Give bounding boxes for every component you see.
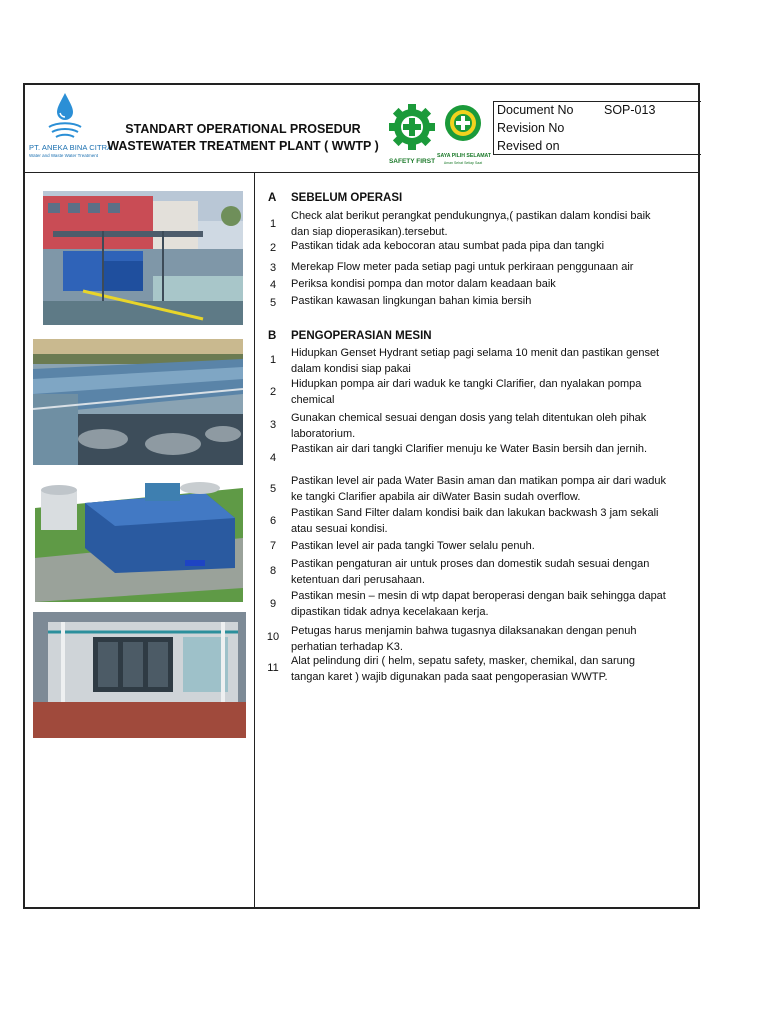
section-a-item-number: 1: [269, 218, 277, 230]
section-b-item-text: Hidupkan Genset Hydrant setiap pagi selama 10 menit dan pastikan genset: [291, 347, 660, 359]
plant-photo-1-image: [43, 191, 243, 325]
section-b-item-number: 3: [269, 419, 277, 431]
section-a-item-number: 5: [269, 297, 277, 309]
section-b-item-text: Petugas harus menjamin bahwa tugasnya dilaksanakan dengan penuh: [291, 625, 637, 637]
section-b-item-text: chemical: [291, 394, 335, 406]
section-b-item-text: Pastikan air dari tangki Clarifier menuju ke Water Basin bersih dan jernih.: [291, 443, 648, 455]
saya-pilih-selamat-emblem: [437, 103, 492, 165]
plant-photo-4-image: [33, 612, 246, 738]
section-b-item-text: ketentuan dari perusahaan.: [291, 574, 425, 586]
section-b-item-text: Hidupkan pompa air dari waduk ke tangki Clarifier, dan nyalakan pompa: [291, 378, 642, 390]
section-b-item-text: dalam kondisi siap pakai: [291, 363, 411, 375]
section-b-item-text: Pastikan Sand Filter dalam kondisi baik dan lakukan backwash 3 jam sekali: [291, 507, 659, 519]
document-title: [103, 121, 383, 155]
section-a-title: SEBELUM OPERASI: [291, 192, 403, 204]
sop-document-frame: [23, 83, 700, 909]
section-b-item-text: atau sesuai kondisi.: [291, 523, 388, 535]
title-line-1: STANDART OPERATIONAL PROSEDUR: [125, 122, 361, 136]
section-a-item-text: dan siap dioperasikan).tersebut.: [291, 226, 448, 238]
section-a-item-number: 2: [269, 242, 277, 254]
document-no-label: Document No: [497, 103, 574, 117]
section-b-item-number: 8: [269, 565, 277, 577]
safety-first-caption: SAFETY FIRST: [388, 158, 436, 165]
section-b-item-text: Gunakan chemical sesuai dengan dosis yang telah ditentukan oleh pihak: [291, 412, 647, 424]
company-tagline: Water and Waste Water Treatment: [29, 153, 99, 158]
section-b-title: PENGOPERASIAN MESIN: [291, 330, 432, 342]
section-b-item-text: Pastikan pengaturan air untuk proses dan domestik sudah sesuai dengan: [291, 558, 650, 570]
section-b-item-text: dipastikan tidak adnya kecelakaan kerja.: [291, 606, 489, 618]
plant-photo-outdoor-pumps: [43, 191, 243, 325]
title-line-2: WASTEWATER TREATMENT PLANT ( WWTP ): [107, 139, 379, 153]
section-a-item-text: Pastikan tidak ada kebocoran atau sumbat pada pipa dan tangki: [291, 240, 605, 252]
section-a-item-text: Pastikan kawasan lingkungan bahan kimia bersih: [291, 295, 532, 307]
section-b-item-number: 2: [269, 386, 277, 398]
document-no-value: SOP-013: [604, 103, 656, 117]
section-a-item-text: Check alat berikut perangkat pendukungnya,( pastikan dalam kondisi baik: [291, 210, 651, 222]
water-drop-logo-icon: [47, 91, 83, 141]
section-a-item-number: 4: [269, 279, 277, 291]
header-divider: [25, 172, 698, 173]
section-a-letter: A: [268, 192, 277, 204]
section-b-item-text: Pastikan level air pada tangki Tower selalu penuh.: [291, 540, 535, 552]
section-b-item-number: 10: [266, 631, 280, 643]
section-b-item-text: ke tangki Clarifier apabila air diWater Basin sudah overflow.: [291, 491, 581, 503]
column-divider: [254, 173, 255, 907]
plant-photo-3d-render: [35, 478, 243, 602]
section-b-item-text: perhatian terhadap K3.: [291, 641, 403, 653]
section-a-item-text: Merekap Flow meter pada setiap pagi untuk perkiraan penggunaan air: [291, 261, 634, 273]
section-b-item-number: 6: [269, 515, 277, 527]
section-a-item-number: 3: [269, 262, 277, 274]
company-name: PT. ANEKA BINA CITRA: [29, 143, 113, 152]
section-b-item-text: tangan karet ) wajib digunakan pada saat pengoperasian WWTP.: [291, 671, 608, 683]
plant-photo-filter-unit: [33, 612, 246, 738]
section-b-item-text: laboratorium.: [291, 428, 356, 440]
company-logo: [29, 91, 113, 161]
section-b-item-number: 1: [269, 354, 277, 366]
section-b-item-number: 11: [267, 662, 279, 674]
section-a-item-text: Periksa kondisi pompa dan motor dalam keadaan baik: [291, 278, 556, 290]
section-b-item-number: 5: [269, 483, 277, 495]
section-b-letter: B: [268, 330, 277, 342]
section-b-item-number: 4: [269, 452, 277, 464]
safety-gear-cross-icon: [387, 103, 437, 155]
section-b-item-text: Pastikan level air pada Water Basin aman dan matikan pompa air dari waduk: [291, 475, 667, 487]
revision-no-label: Revision No: [497, 121, 565, 135]
saya-pilih-selamat-caption: SAYA PILIH SELAMAT: [437, 153, 492, 159]
plant-photo-2-image: [33, 339, 243, 465]
section-b-item-number: 7: [269, 540, 277, 552]
section-b-item-text: Alat pelindung diri ( helm, sepatu safety, masker, chemikal, dan sarung: [291, 655, 636, 667]
saya-pilih-selamat-subcaption: Aman Sehat Setiap Saat: [443, 161, 483, 165]
section-b-item-text: Pastikan mesin – mesin di wtp dapat beroperasi dengan baik sehingga dapat: [291, 590, 666, 602]
revised-on-label: Revised on: [497, 139, 560, 153]
section-b-item-number: 9: [269, 598, 277, 610]
safety-first-emblem: [387, 103, 437, 165]
plant-photo-clarifier-basin: [33, 339, 243, 465]
k3-shield-icon: [437, 103, 489, 147]
document-info-box: [493, 101, 701, 155]
plant-photo-3-image: [35, 478, 243, 602]
